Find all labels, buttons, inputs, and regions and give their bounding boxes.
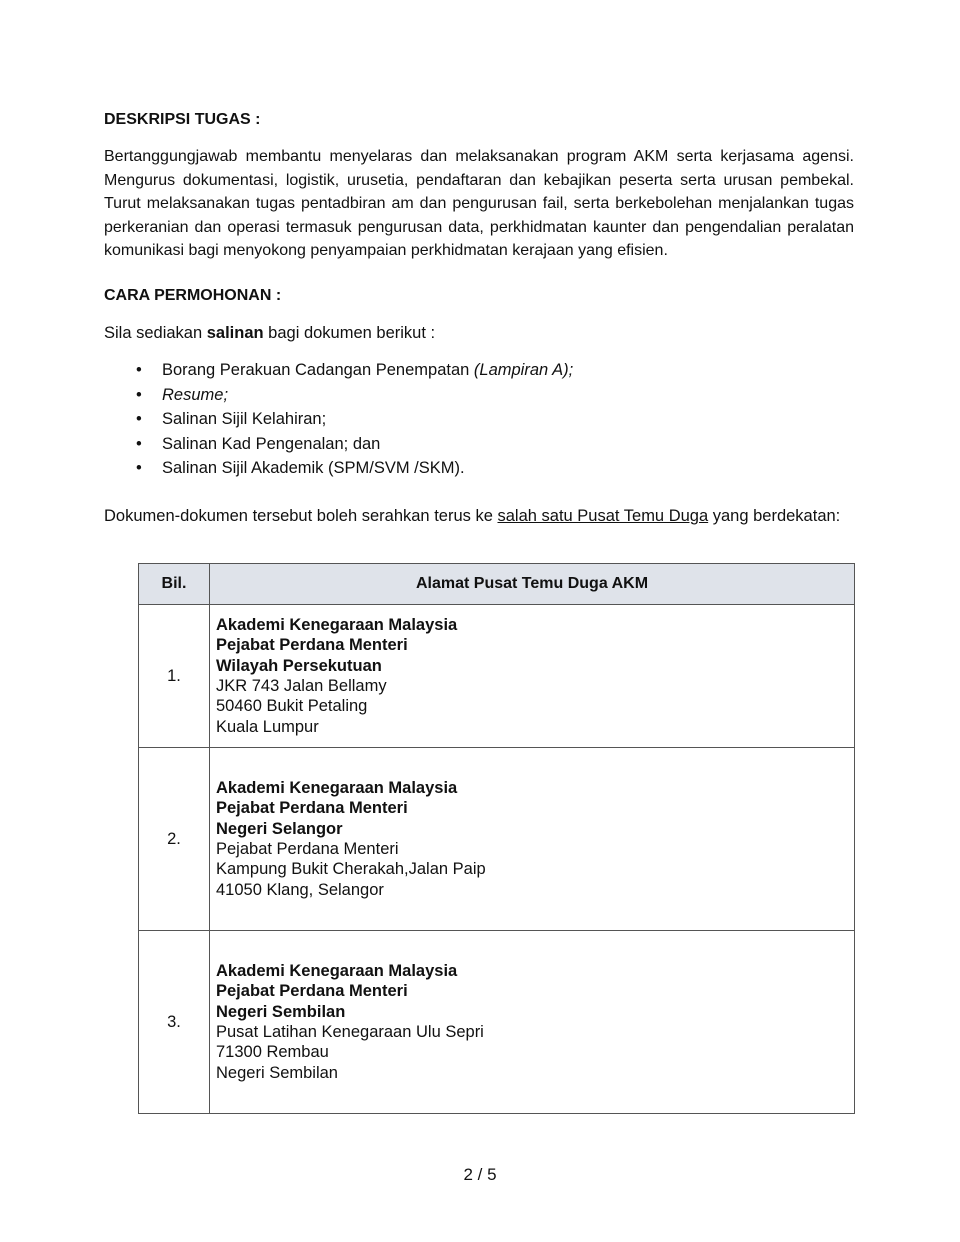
header-bil: Bil. — [139, 564, 210, 605]
address-line: Pejabat Perdana Menteri — [216, 840, 399, 858]
address-line-bold: Akademi Kenegaraan Malaysia — [216, 779, 458, 798]
address-line-bold: Akademi Kenegaraan Malaysia — [216, 616, 458, 635]
cara-permohonan-heading: CARA PERMOHONAN : — [104, 287, 282, 304]
list-item-text: Salinan Kad Pengenalan; dan — [162, 434, 381, 453]
address-line: Pusat Latihan Kenegaraan Ulu Sepri — [216, 1023, 484, 1041]
row-number: 1. — [139, 605, 210, 748]
closing-before: Dokumen-dokumen tersebut boleh serahkan terus ke — [104, 507, 498, 525]
closing-after: yang berdekatan: — [708, 507, 841, 525]
deskripsi-heading: DESKRIPSI TUGAS : — [104, 111, 261, 128]
cara-intro-after: bagi dokumen berikut : — [263, 324, 436, 342]
address-cell — [210, 605, 855, 748]
address-line-bold: Negeri Sembilan — [216, 1002, 346, 1021]
address-line: Negeri Sembilan — [216, 1063, 338, 1082]
header-alamat: Alamat Pusat Temu Duga AKM — [210, 564, 855, 605]
address-cell — [210, 931, 855, 1114]
address-line: 71300 Rembau — [216, 1043, 329, 1062]
list-item — [104, 456, 573, 481]
cara-intro-before: Sila sediakan — [104, 324, 207, 342]
address-line-bold: Wilayah Persekutuan — [216, 656, 382, 675]
address-table — [138, 563, 855, 1114]
list-item-italic: (Lampiran A); — [473, 361, 574, 379]
cara-intro-bold: salinan — [206, 324, 264, 342]
list-item-text: Salinan Sijil Akademik (SPM/SVM /SKM). — [162, 459, 465, 478]
list-item — [104, 407, 573, 432]
list-item-text: Salinan Sijil Kelahiran; — [162, 410, 327, 429]
bullet-icon: • — [136, 410, 142, 429]
table-row — [139, 748, 855, 931]
address-line: JKR 743 Jalan Bellamy — [216, 677, 387, 695]
table-row — [139, 605, 855, 748]
address-cell — [210, 748, 855, 931]
address-line-bold: Akademi Kenegaraan Malaysia — [216, 962, 458, 981]
bullet-icon: • — [136, 361, 142, 379]
list-item — [104, 358, 573, 383]
document-list — [104, 358, 573, 481]
row-number: 3. — [139, 931, 210, 1114]
closing-underline: salah satu Pusat Temu Duga — [497, 507, 709, 525]
list-item-text: Borang Perakuan Cadangan Penempatan — [162, 361, 474, 379]
address-line-bold: Pejabat Perdana Menteri — [216, 799, 408, 818]
address-line: 41050 Klang, Selangor — [216, 880, 384, 899]
deskripsi-paragraph: Bertanggungjawab membantu menyelaras dan melaksanakan program AKM serta kerjasama agensi. Mengurus dokumentasi, logistik, urusetia, pendaftaran dan kebajikan peserta serta urusan pembekal. Turut melaksanakan tugas pentadbiran am dan pengurusan fail, serta berkebolehan menjalankan tugas perkeranian dan operasi termasuk pengurusan data, perkhidmatan kaunter dan pengendalian peralatan komunikasi bagi menyokong penyampaian perkhidmatan kerajaan yang efisien. — [104, 148, 854, 259]
bullet-icon: • — [136, 434, 142, 453]
page-number: 2 / 5 — [463, 1165, 497, 1184]
cara-intro — [104, 322, 854, 346]
address-line-bold: Pejabat Perdana Menteri — [216, 636, 408, 655]
bullet-icon: • — [136, 385, 142, 404]
address-line-bold: Pejabat Perdana Menteri — [216, 982, 408, 1001]
bullet-icon: • — [136, 459, 142, 478]
list-item — [104, 383, 573, 408]
address-line-bold: Negeri Selangor — [216, 819, 343, 838]
table-header-row — [139, 564, 855, 605]
list-item — [104, 432, 573, 457]
row-number: 2. — [139, 748, 210, 931]
list-item-italic: Resume; — [162, 385, 229, 404]
closing-paragraph — [104, 505, 854, 529]
address-line: Kuala Lumpur — [216, 717, 319, 736]
table-row — [139, 931, 855, 1114]
address-line: Kampung Bukit Cherakah,Jalan Paip — [216, 860, 486, 879]
address-line: 50460 Bukit Petaling — [216, 697, 368, 716]
